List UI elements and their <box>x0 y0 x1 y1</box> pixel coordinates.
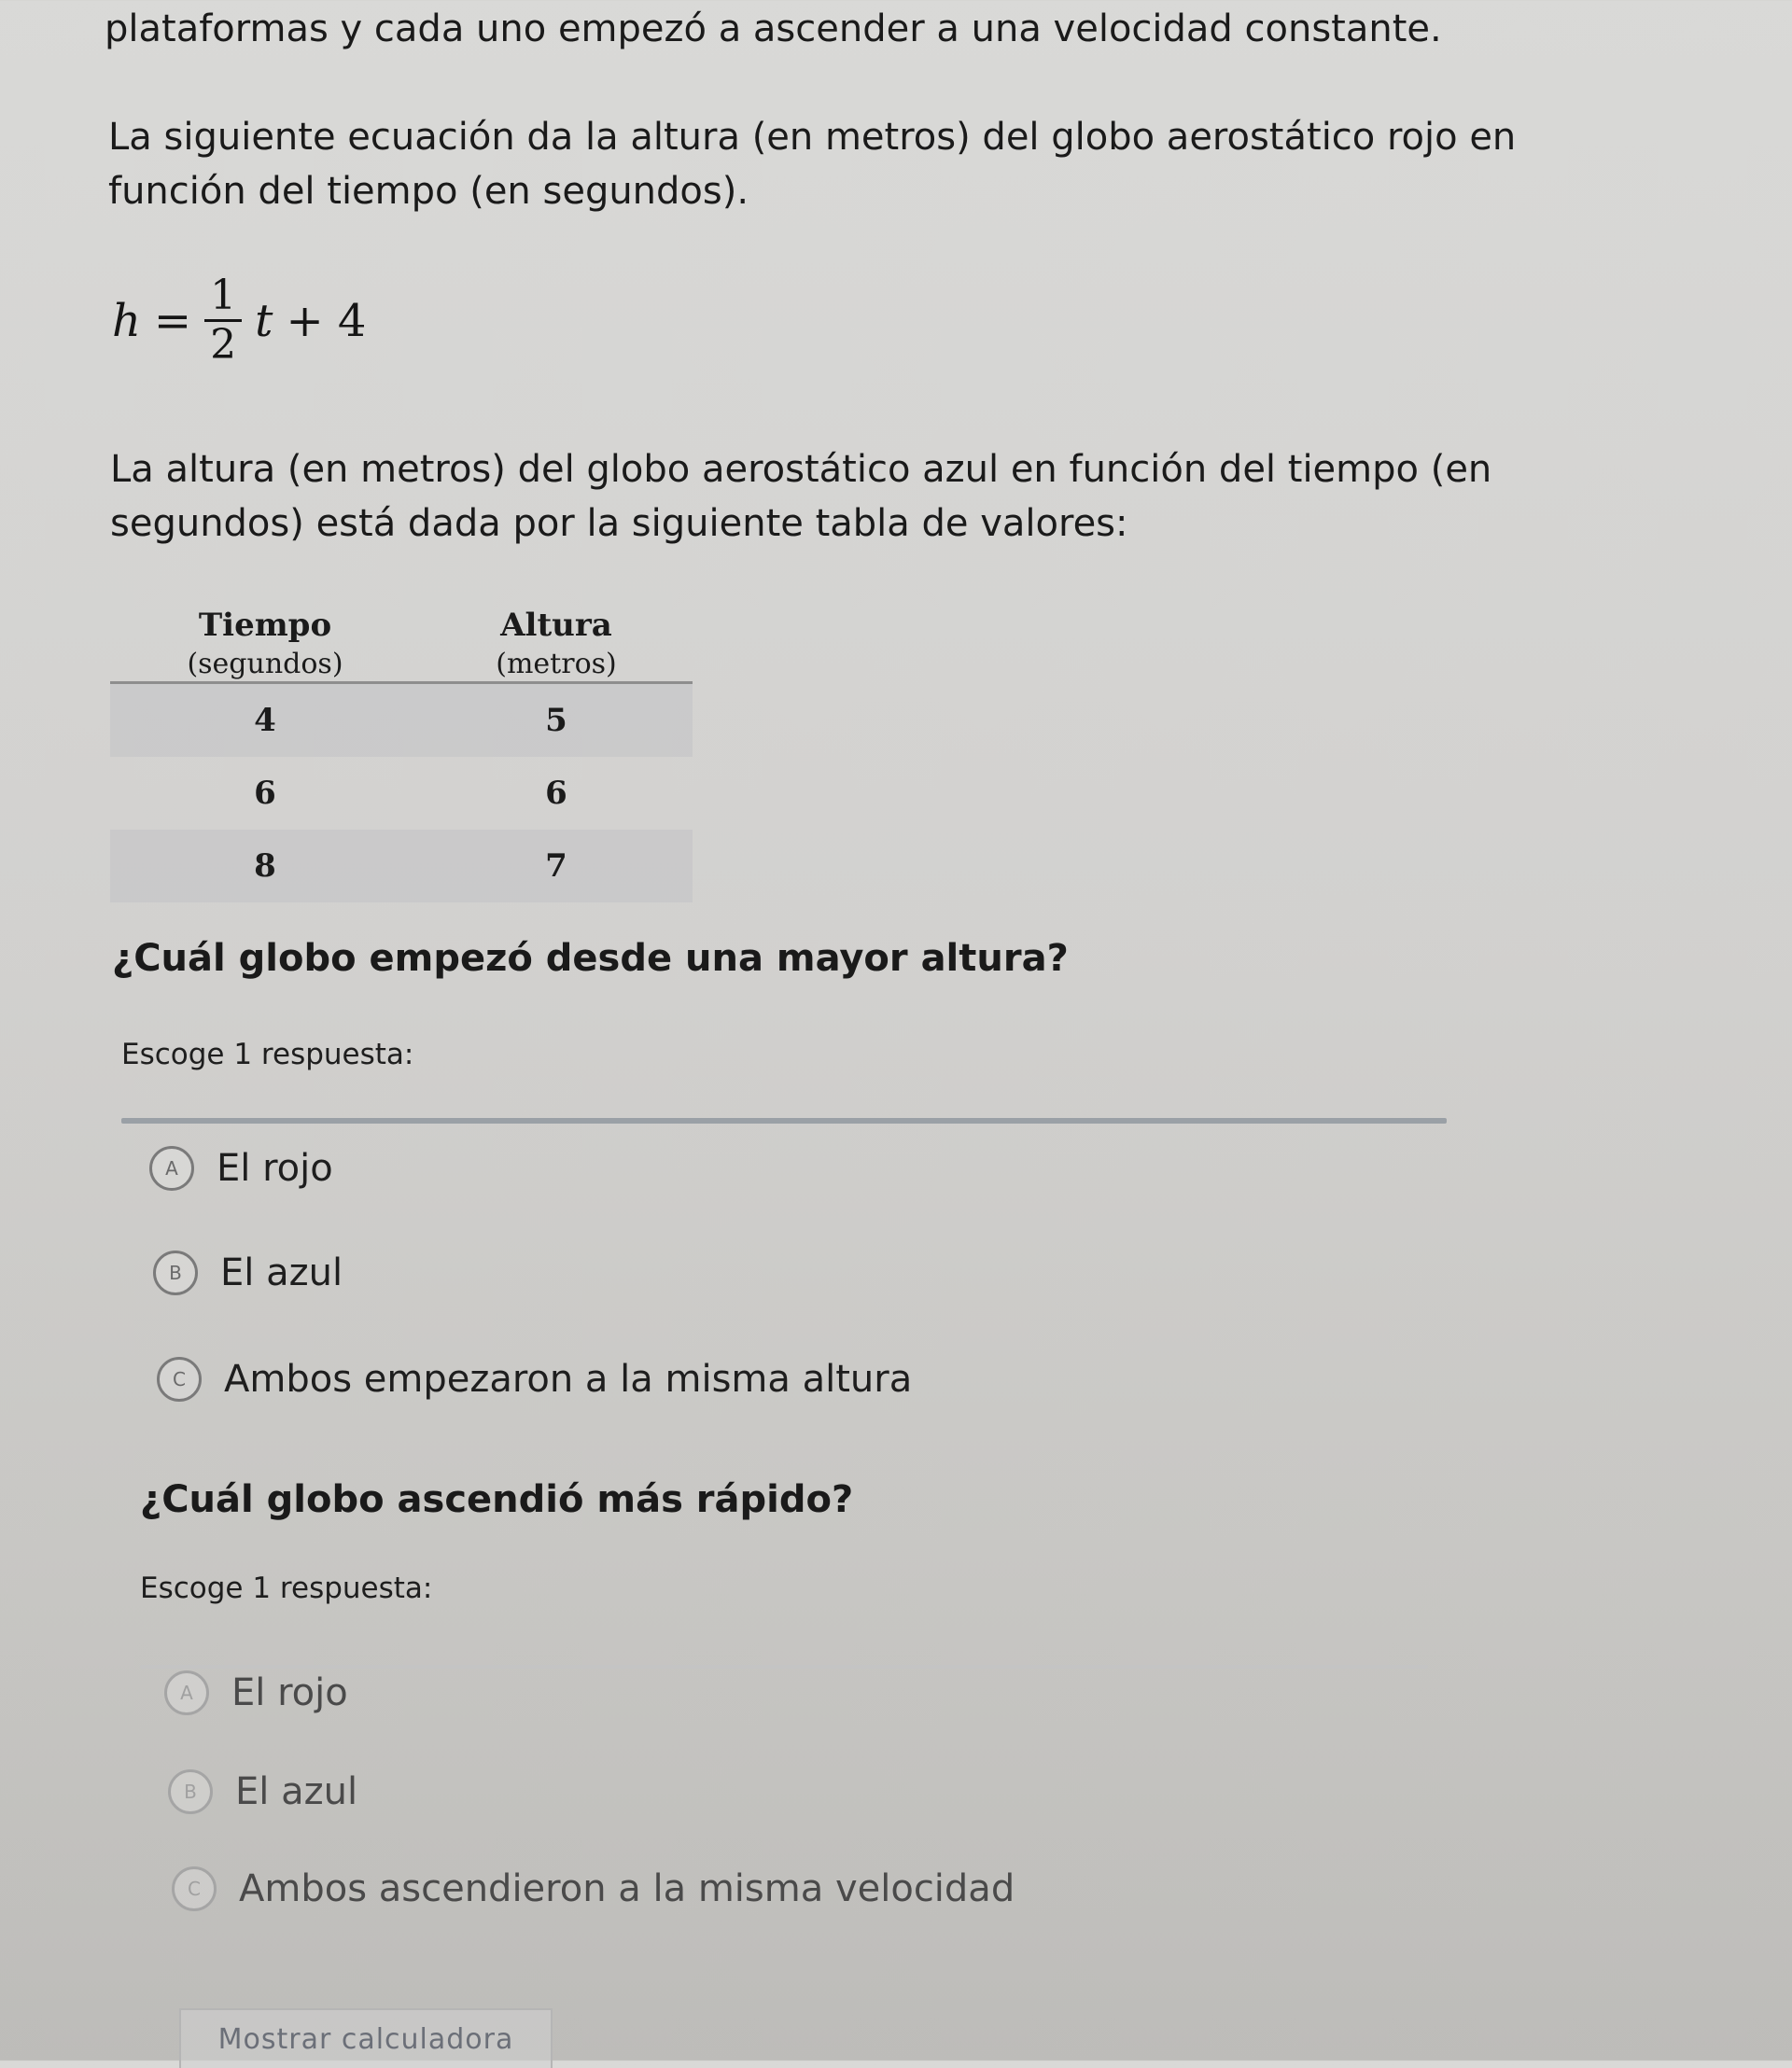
header-time-unit: (segundos) <box>187 648 343 680</box>
blue-balloon-description: La altura (en metros) del globo aerostático azul en función del tiempo (en segundos) está dada por la siguiente tabla de valores: <box>110 448 1492 545</box>
table-row <box>110 757 693 830</box>
question-1-divider <box>121 1118 1447 1124</box>
question-1-text: ¿Cuál globo empezó desde una mayor altura? <box>112 937 1069 980</box>
equation-fraction <box>204 272 242 369</box>
fraction-numerator: 1 <box>204 272 242 322</box>
header-height-unit: (metros) <box>496 648 617 680</box>
table-cell-height: 7 <box>420 830 693 902</box>
blue-balloon-table <box>110 607 693 902</box>
header-height-main: Altura <box>500 607 612 644</box>
show-calculator-button[interactable]: Mostrar calculadora <box>179 2008 553 2068</box>
q2-option-c-label[interactable]: Ambos ascendieron a la misma velocidad <box>239 1867 1015 1910</box>
question-1-instruction: Escoge 1 respuesta: <box>121 1038 414 1071</box>
q2-option-b-radio[interactable]: B <box>168 1769 213 1814</box>
table-cell-time: 4 <box>110 683 420 758</box>
table-header-time <box>110 607 420 683</box>
table-row <box>110 683 693 758</box>
q2-option-c[interactable] <box>172 1866 1015 1911</box>
equation-variable: t <box>255 294 273 347</box>
red-balloon-description: La siguiente ecuación da la altura (en metros) del globo aerostático rojo en función del tiempo (en segundos). <box>108 116 1517 213</box>
q2-option-b[interactable] <box>168 1769 357 1814</box>
equation-equals: = <box>153 294 192 347</box>
table-cell-height: 6 <box>545 775 567 812</box>
q1-option-a-radio[interactable]: A <box>149 1146 194 1191</box>
table-cell-height: 5 <box>420 683 693 758</box>
question-2-divider <box>140 1665 1428 1669</box>
question-2-text: ¿Cuál globo ascendió más rápido? <box>140 1478 854 1521</box>
q1-option-c[interactable] <box>157 1357 912 1402</box>
q1-option-b[interactable] <box>153 1251 343 1295</box>
q2-option-b-label[interactable]: El azul <box>235 1770 358 1813</box>
q2-option-a-radio[interactable]: A <box>164 1670 209 1715</box>
table-header-row <box>110 607 693 683</box>
equation-rest: + 4 <box>286 294 367 347</box>
q2-option-a[interactable] <box>164 1670 348 1715</box>
q1-option-a-label[interactable]: El rojo <box>217 1147 333 1190</box>
q1-option-c-radio[interactable]: C <box>157 1357 202 1402</box>
q2-option-a-label[interactable]: El rojo <box>231 1671 348 1714</box>
table-row <box>110 830 693 902</box>
q1-option-c-label[interactable]: Ambos empezaron a la misma altura <box>224 1358 913 1401</box>
intro-text: plataformas y cada uno empezó a ascender a una velocidad constante. <box>105 7 1442 50</box>
q1-option-a[interactable] <box>149 1146 333 1191</box>
q2-option-c-radio[interactable]: C <box>172 1866 217 1911</box>
q1-option-b-radio[interactable]: B <box>153 1251 198 1295</box>
fraction-denominator: 2 <box>210 321 237 369</box>
red-balloon-equation <box>112 272 366 369</box>
q1-option-b-label[interactable]: El azul <box>220 1251 343 1294</box>
header-time-main: Tiempo <box>198 607 332 644</box>
table-header-height <box>420 607 693 683</box>
question-2-instruction: Escoge 1 respuesta: <box>140 1572 433 1605</box>
table-cell-time: 6 <box>254 775 276 812</box>
table-cell-time: 8 <box>110 830 420 902</box>
equation-lhs: h <box>112 294 141 347</box>
